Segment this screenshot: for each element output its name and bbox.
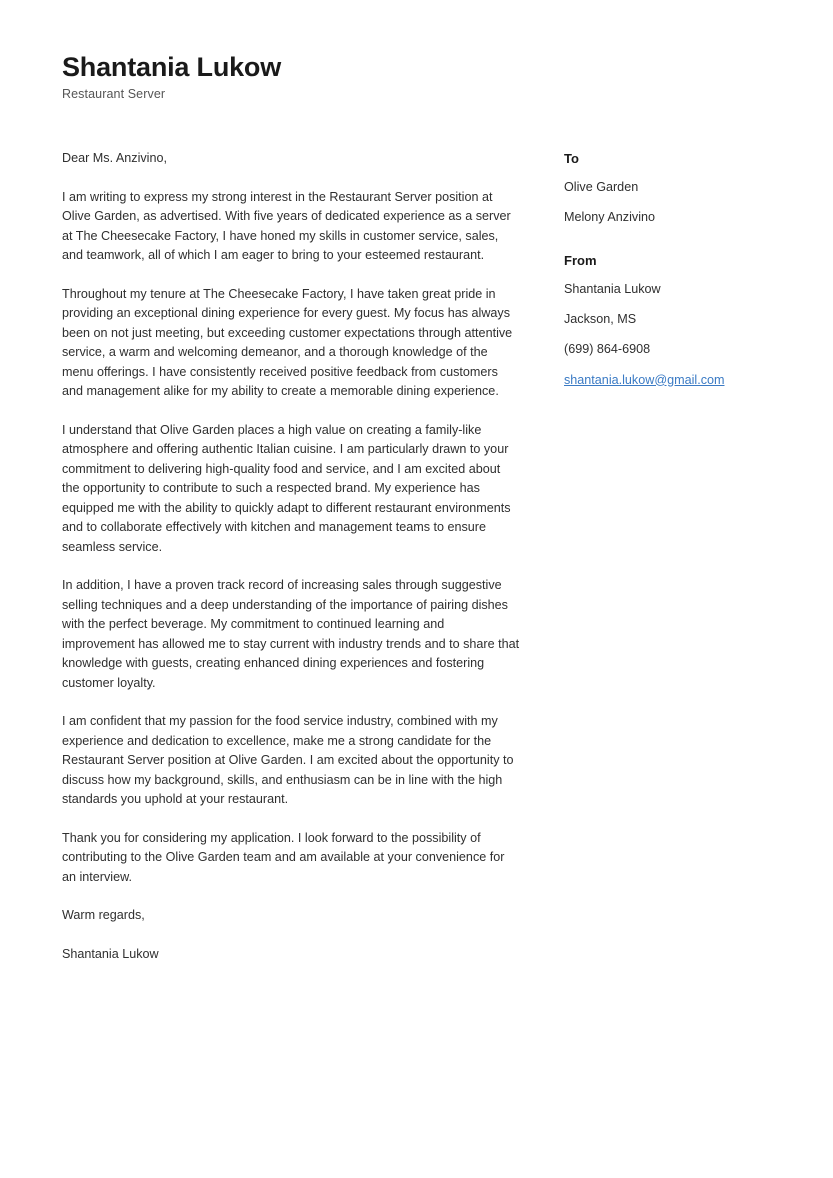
letter-paragraph: I understand that Olive Garden places a high value on creating a family-like atmosphere and offering authentic Italian cuisine. I am particularly drawn to your commitment to delivering high-quality food and service, and I am excited about the opportunity to contribute to such a respected brand. My experience has equipped me with the ability to quickly adapt to different restaurant environments and to collaborate effectively with kitchen and management teams to ensure seamless service. xyxy=(62,422,511,554)
letter-sidebar xyxy=(520,139,771,403)
to-person: Melony Anzivino xyxy=(564,210,656,225)
letter-content xyxy=(62,139,520,964)
letter-body-wrapper xyxy=(62,139,771,964)
to-company: Olive Garden xyxy=(564,180,639,195)
letter-salutation: Dear Ms. Anzivino, xyxy=(62,151,167,166)
applicant-job-title: Restaurant Server xyxy=(62,87,166,102)
letter-closing: Warm regards, xyxy=(62,908,145,923)
letter-paragraph: In addition, I have a proven track record of increasing sales through suggestive selling techniques and a deep understanding of the importance of pairing dishes with the perfect beverage. My commitment to continued learning and improvement has allowed me to stay current with industry trends and to share that knowledge with guests, creating enhanced dining experiences and fostering customer loyalty. xyxy=(62,578,520,690)
letter-paragraph: Throughout my tenure at The Cheesecake Factory, I have taken great pride in providing an exceptional dining experience for every guest. My focus has always been on not just meeting, but exceeding customer expectations through attentive service, a warm and welcoming demeanor, and a thorough knowledge of the menu offerings. I have consistently received positive feedback from customers and management alike for my ability to create a memorable dining experience. xyxy=(62,286,513,399)
from-name: Shantania Lukow xyxy=(564,282,661,297)
letter-signature: Shantania Lukow xyxy=(62,946,159,961)
from-phone: (699) 864-6908 xyxy=(564,342,651,357)
from-location: Jackson, MS xyxy=(564,312,637,327)
letter-paragraph: I am writing to express my strong interest in the Restaurant Server position at Olive Garden, as advertised. With five years of dedicated experience as a server at The Cheesecake Factory, I have honed my skills in customer service, sales, and teamwork, all of which I am eager to bring to your esteemed restaurant. xyxy=(62,189,511,263)
from-email-link[interactable]: shantania.lukow@gmail.com xyxy=(564,372,725,387)
applicant-name: Shantania Lukow xyxy=(62,52,282,82)
letter-paragraph: Thank you for considering my application. I look forward to the possibility of contributing to the Olive Garden team and am available at your convenience for an interview. xyxy=(62,830,505,884)
from-heading: From xyxy=(564,253,597,269)
letter-header xyxy=(62,52,771,101)
to-heading: To xyxy=(564,151,579,167)
letter-paragraph: I am confident that my passion for the food service industry, combined with my experience and dedication to excellence, make me a strong candidate for the Restaurant Server position at Olive Garden. I am excited about the opportunity to discuss how my background, skills, and enthusiasm can be in line with the high standards you uphold at your restaurant. xyxy=(62,714,514,807)
